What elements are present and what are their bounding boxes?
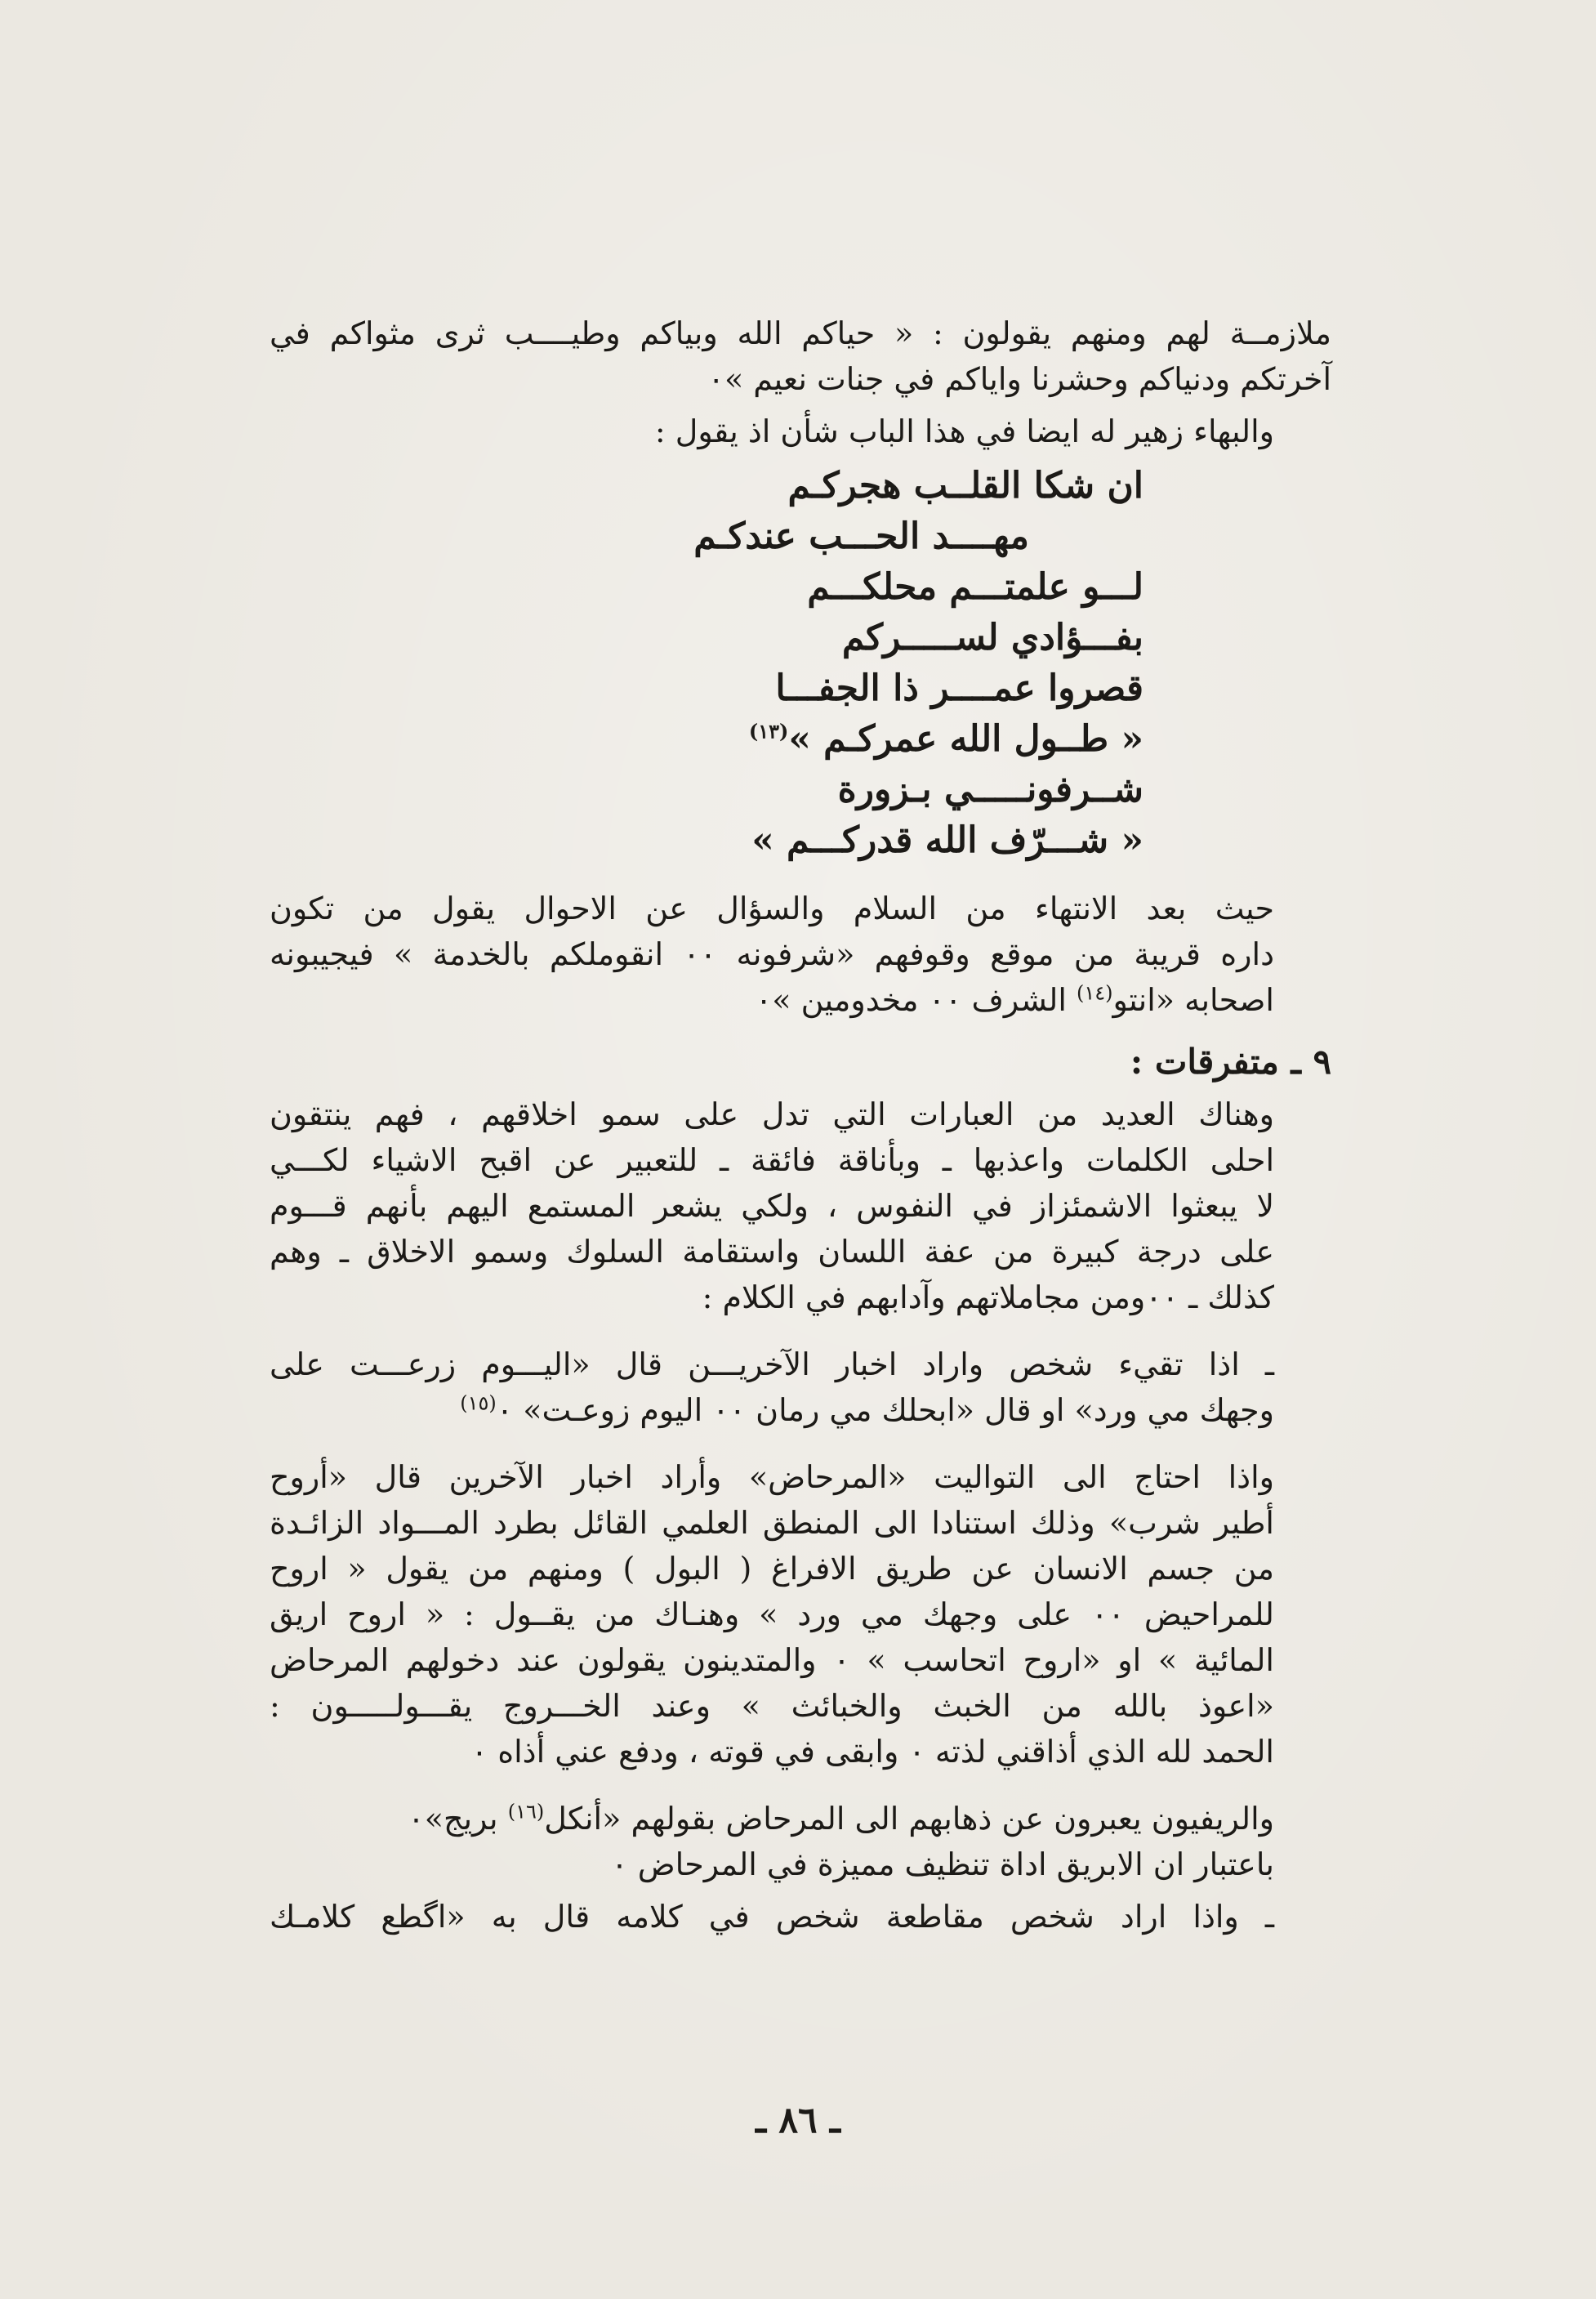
paragraph-blessing	[270, 310, 1331, 402]
poem-verse: لـــو علمتـــم محلكـــم	[807, 566, 1144, 608]
text-line: ـ واذا اراد شخص مقاطعة شخص في كلامه قال به «اگطع كلامـك	[270, 1899, 1274, 1935]
text-line: وهناك العديد من العبارات التي تدل على سمو اخلاقهم ، فهم ينتقون	[270, 1096, 1274, 1132]
text-line: «اعوذ بالله من الخبث والخبائث » وعند الخـــروج يقـــولـــــون :	[270, 1688, 1274, 1724]
footnote-mark: (١٣)	[748, 719, 789, 743]
paragraph-toilet	[270, 1454, 1331, 1774]
section-heading: ٩ ـ متفرقات :	[1130, 1042, 1331, 1082]
text-line: حيث بعد الانتهاء من السلام والسؤال عن الاحوال يقول من تكون	[270, 891, 1274, 926]
poem-block	[270, 461, 1331, 866]
poem-verse: قصروا عمــــر ذا الجفـــا	[775, 667, 1144, 709]
poem-verse: « طــول الله عمركـم »	[788, 718, 1144, 760]
footnote-mark: (١٦)	[507, 1800, 545, 1824]
text-line: من جسم الانسان عن طريق الافراغ ( البول ) ومنهم من يقول « اروح	[270, 1551, 1274, 1587]
text-line: داره قريبة من موقع وقوفهم «شرفونه ٠٠ انقوملكم بالخدمة » فيجيبونه	[270, 936, 1274, 972]
text-line-with-note	[270, 1387, 1331, 1433]
text-line: لا يبعثوا الاشمئزاز في النفوس ، ولكي يشعر المستمع اليهم بأنهم قـــوم	[270, 1188, 1274, 1224]
text-line: احلى الكلمات واعذبها ـ وبأناقة فائقة ـ للتعبير عن اقبح الاشياء لكـــي	[270, 1142, 1274, 1178]
text-line: آخرتكم ودنياكم وحشرنا واياكم في جنات نعيم »٠	[707, 361, 1331, 397]
poem-verse: ان شكا القلــب هجركـم	[787, 465, 1144, 507]
text-line-with-note	[270, 977, 1331, 1023]
text-fragment: بريج»٠	[408, 1801, 508, 1837]
poem-verse: « شـــرّف الله قدركـــم »	[751, 819, 1144, 861]
poem-verse-with-note	[408, 714, 1144, 765]
text-line: واذا احتاج الى التواليت «المرحاض» وأراد اخبار الآخرين قال «أروح	[270, 1459, 1274, 1495]
footnote-mark: (١٥)	[460, 1391, 497, 1415]
text-line: أطير شرب» وذلك استنادا الى المنطق العلمي القائل بطرد المـــواد الزائـدة	[270, 1505, 1274, 1541]
paragraph-phrases	[270, 1091, 1331, 1320]
text-line: على درجة كبيرة من عفة اللسان واستقامة السلوك وسمو الاخلاق ـ وهم	[270, 1234, 1274, 1270]
text-fragment: اصحابه «انتو	[1112, 982, 1274, 1018]
paragraph-interrupt	[270, 1894, 1331, 1940]
text-line: كذلك ـ ٠٠ومن مجاملاتهم وآدابهم في الكلام :	[702, 1279, 1274, 1315]
poem-intro	[270, 408, 1331, 454]
text-fragment: وجهك مي ورد» او قال «ابحلك مي رمان ٠٠ اليوم زوعـت» ٠	[496, 1392, 1274, 1428]
page-number: ـ ٨٦ ـ	[756, 2100, 840, 2141]
poem-verse: شــرفونـــــي بـزورة	[837, 769, 1144, 810]
text-line: والبهاء زهير له ايضا في هذا الباب شأن اذ يقول :	[654, 413, 1274, 449]
spacer	[270, 1781, 1331, 1796]
text-line: ـ اذا تقيء شخص واراد اخبار الآخريـــن قال «اليـــوم زرعـــت على	[270, 1346, 1274, 1382]
text-line: للمراحيض ٠٠ على وجهك مي ورد » وهنـاك من يقــول : « اروح اريق	[270, 1596, 1274, 1632]
paragraph-vomit	[270, 1341, 1331, 1433]
spacer	[270, 1327, 1331, 1341]
paragraph-rifiyun	[270, 1796, 1331, 1887]
paragraph-sharafuna	[270, 886, 1331, 1023]
footnote-mark: (١٤)	[1077, 981, 1113, 1005]
spacer	[270, 1440, 1331, 1454]
text-fragment: والريفيون يعبرون عن ذهابهم الى المرحاض بقولهم «أنكل	[544, 1801, 1274, 1837]
text-fragment: الشرف ٠٠ مخدومين »٠	[755, 982, 1077, 1018]
page-body	[270, 310, 1331, 1946]
poem-verse: مهــــد الحـــب عندكـم	[693, 516, 1029, 557]
text-line: باعتبار ان الابريق اداة تنظيف مميزة في المرحاض ٠	[611, 1846, 1274, 1882]
text-line: الحمد لله الذي أذاقني لذته ٠ وابقى في قوته ، ودفع عني أذاه ٠	[470, 1734, 1274, 1770]
text-line-with-note	[270, 1796, 1331, 1841]
text-line: المائية » او «اروح اتحاسب » ٠ والمتدينون يقولون عند دخولهم المرحاض	[270, 1642, 1274, 1678]
poem-verse: بفـــؤادي لســـــركم	[841, 617, 1144, 658]
text-line: ملازمــة لهم ومنهم يقولون : « حياكم الله وبياكم وطيــــب ثرى مثواكم في	[270, 315, 1331, 351]
